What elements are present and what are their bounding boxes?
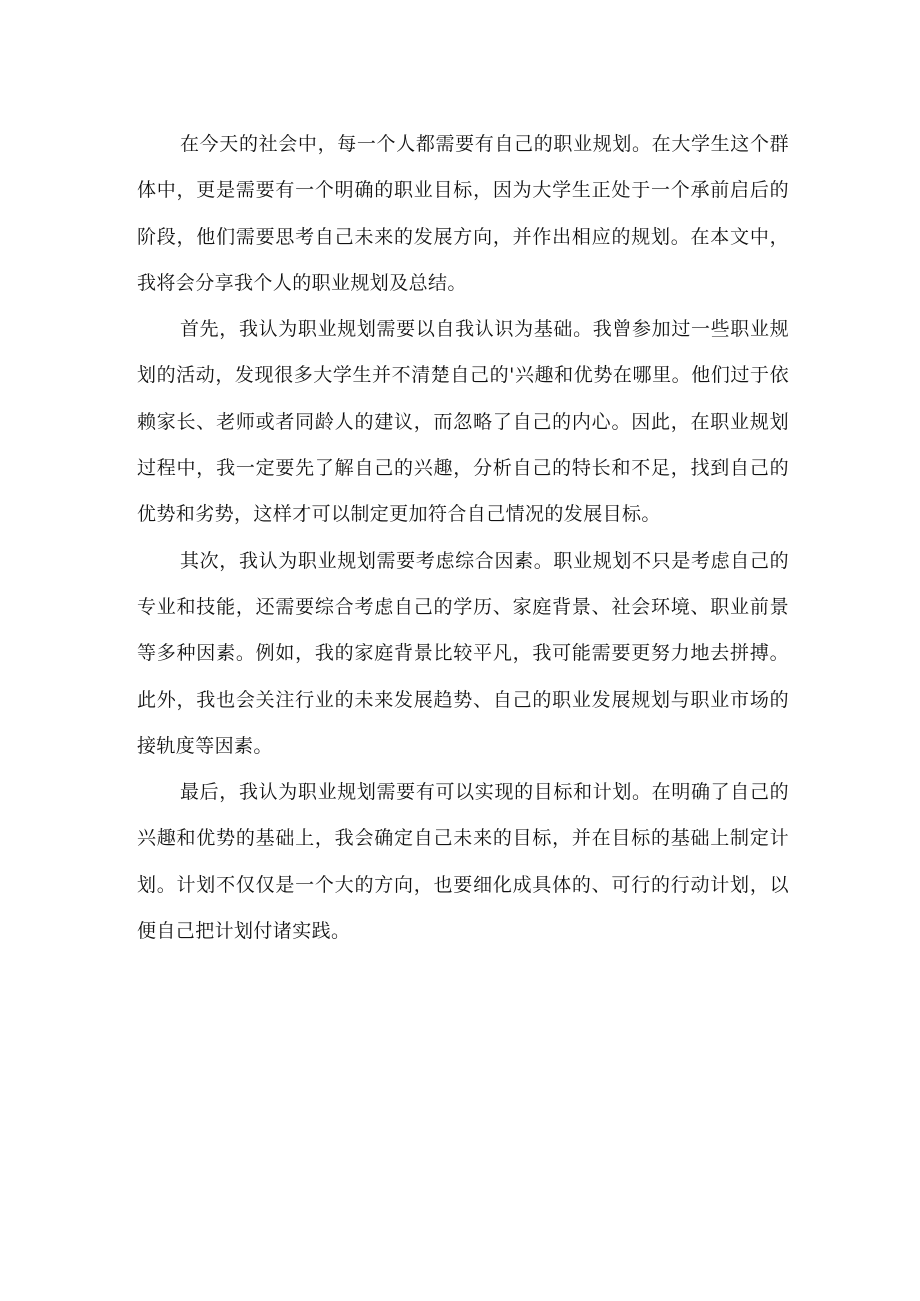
paragraph-comprehensive-factors: 其次，我认为职业规划需要考虑综合因素。职业规划不只是考虑自己的专业和技能，还需要综合考虑自己的学历、家庭背景、社会环境、职业前景等多种因素。例如，我的家庭背景比较平凡，我可能需要更努力地去拼搏。此外，我也会关注行业的未来发展趋势、自己的职业发展规划与职业市场的接轨度等因素。 [137, 549, 789, 757]
paragraph-goals-and-plans: 最后，我认为职业规划需要有可以实现的目标和计划。在明确了自己的兴趣和优势的基础上，我会确定自己未来的目标，并在目标的基础上制定计划。计划不仅仅是一个大的方向，也要细化成具体的、可行的行动计划，以便自己把计划付诸实践。 [137, 781, 789, 943]
paragraph-self-knowledge: 首先，我认为职业规划需要以自我认识为基础。我曾参加过一些职业规划的活动，发现很多大学生并不清楚自己的'兴趣和优势在哪里。他们过于依赖家长、老师或者同龄人的建议，而忽略了自己的内心。因此，在职业规划过程中，我一定要先了解自己的兴趣，分析自己的特长和不足，找到自己的优势和劣势，这样才可以制定更加符合自己情况的发展目标。 [137, 318, 789, 526]
paragraph-intro: 在今天的社会中，每一个人都需要有自己的职业规划。在大学生这个群体中，更是需要有一个明确的职业目标，因为大学生正处于一个承前启后的阶段，他们需要思考自己未来的发展方向，并作出相应的规划。在本文中，我将会分享我个人的职业规划及总结。 [137, 133, 789, 294]
document-body [137, 121, 789, 954]
